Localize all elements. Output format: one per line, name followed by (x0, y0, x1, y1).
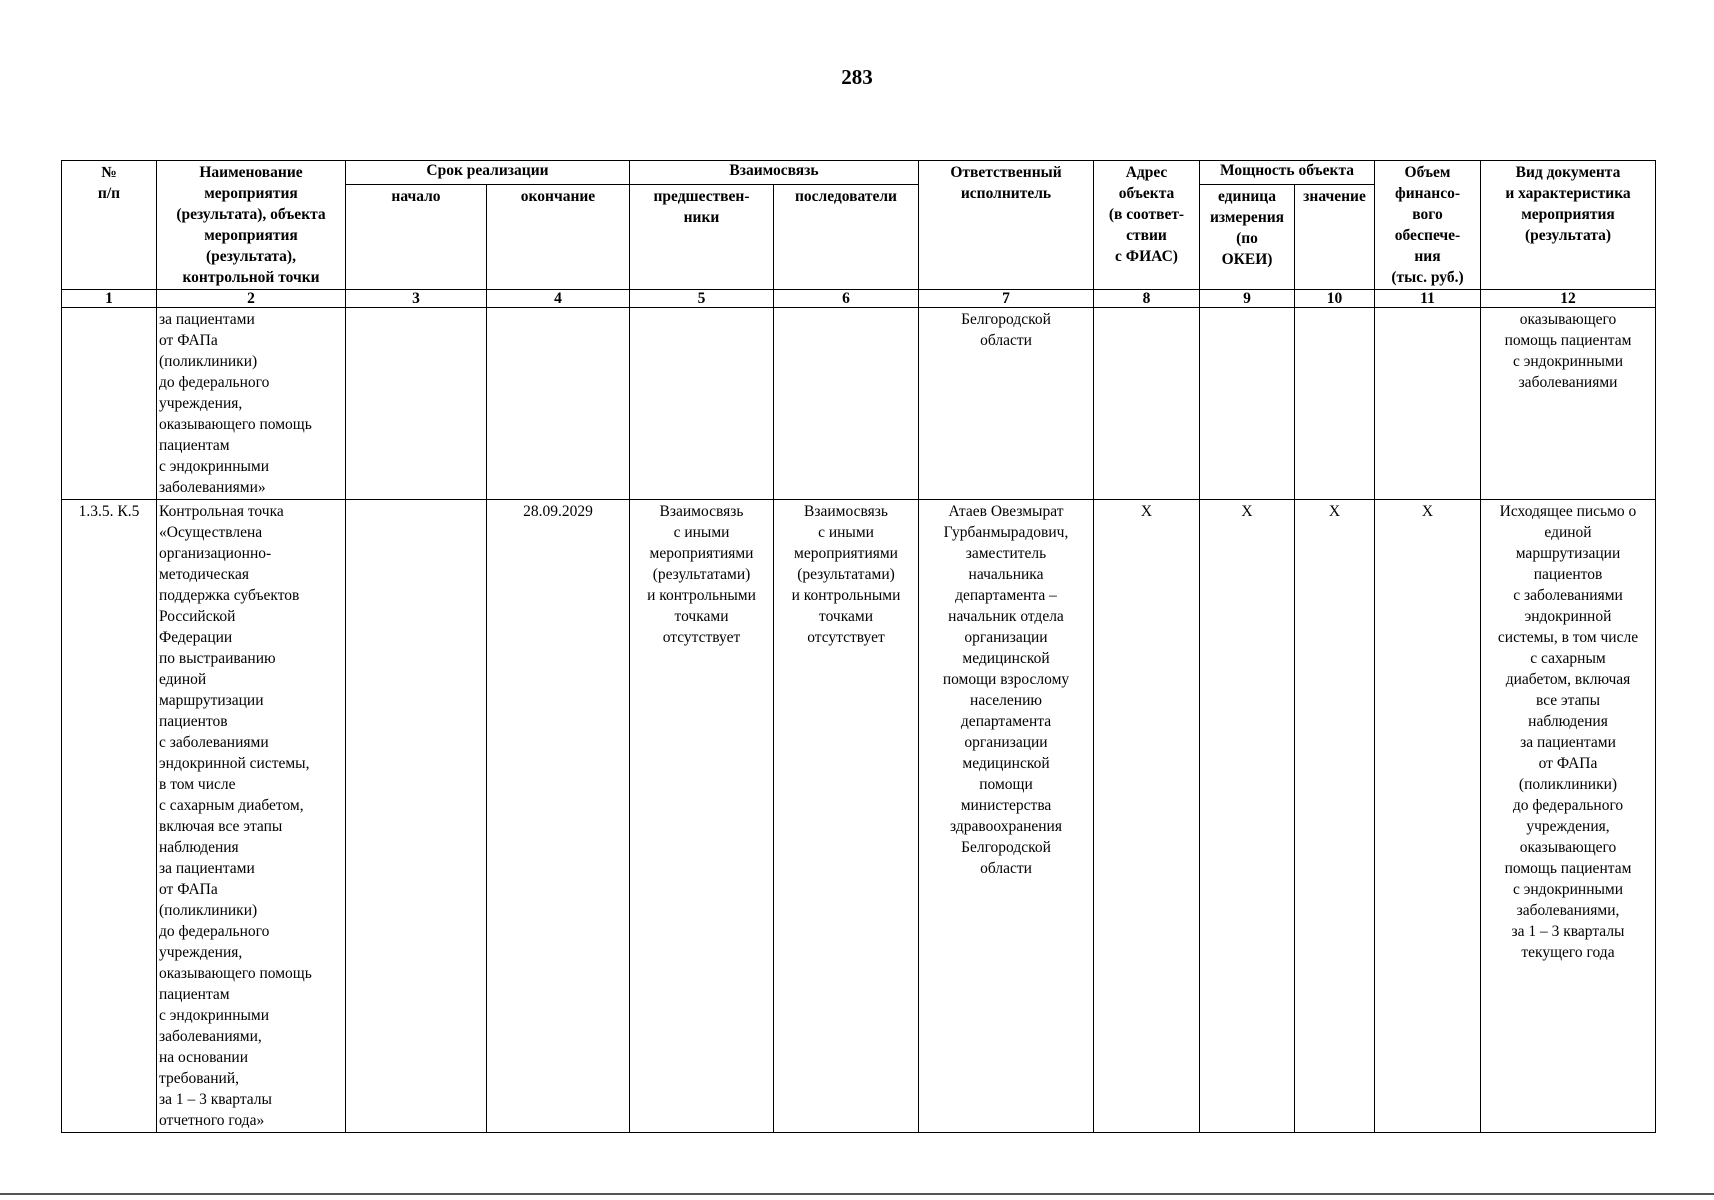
column-number: 6 (774, 290, 919, 308)
cell-value: X (1295, 500, 1375, 1133)
column-number: 12 (1481, 290, 1656, 308)
column-number: 10 (1295, 290, 1375, 308)
header-unit: единица измерения (по ОКЕИ) (1200, 185, 1295, 290)
column-number: 9 (1200, 290, 1295, 308)
cell-finance (1375, 308, 1481, 500)
column-number: 5 (630, 290, 774, 308)
cell-predecessors (630, 308, 774, 500)
header-document: Вид документа и характеристика мероприятия (результата) (1481, 161, 1656, 290)
cell-number (62, 308, 157, 500)
cell-finance: X (1375, 500, 1481, 1133)
cell-number: 1.3.5. К.5 (62, 500, 157, 1133)
cell-successors (774, 308, 919, 500)
cell-document: Исходящее письмо о единой маршрутизации пациентов с заболеваниями эндокринной системы, в том числе с сахарным диабетом, включая все этапы наблюдения за пациентами от ФАПа (поликлиники) до федерального учреждения, оказывающего помощь пациентам с эндокринными заболеваниями, за 1 – 3 кварталы текущего года (1481, 500, 1656, 1133)
cell-unit (1200, 308, 1295, 500)
column-number-row (62, 290, 1656, 308)
header-end: окончание (487, 185, 630, 290)
cell-responsible: Атаев Овезмырат Гурбанмырадович, заместитель начальника департамента – начальник отдела организации медицинской помощи взрослому населению департамента организации медицинской помощи министерства здравоохранения Белгородской области (919, 500, 1094, 1133)
cell-document: оказывающего помощь пациентам с эндокринными заболеваниями (1481, 308, 1656, 500)
header-responsible: Ответственный исполнитель (919, 161, 1094, 290)
header-relations-group: Взаимосвязь (630, 161, 919, 185)
column-number: 7 (919, 290, 1094, 308)
table-row (62, 500, 1656, 1133)
header-capacity-group: Мощность объекта (1200, 161, 1375, 185)
cell-unit: X (1200, 500, 1295, 1133)
header-name: Наименование мероприятия (результата), объекта мероприятия (результата), контрольной точки (157, 161, 346, 290)
column-number: 8 (1094, 290, 1200, 308)
cell-start (346, 500, 487, 1133)
cell-address: X (1094, 500, 1200, 1133)
column-number: 11 (1375, 290, 1481, 308)
header-start: начало (346, 185, 487, 290)
cell-predecessors: Взаимосвязь с иными мероприятиями (результатами) и контрольными точками отсутствует (630, 500, 774, 1133)
column-number: 2 (157, 290, 346, 308)
plan-table (61, 160, 1656, 1133)
cell-name: Контрольная точка «Осуществлена организационно- методическая поддержка субъектов Российской Федерации по выстраиванию единой маршрутизации пациентов с заболеваниями эндокринной системы, в том числе с сахарным диабетом, включая все этапы наблюдения за пациентами от ФАПа (поликлиники) до федерального учреждения, оказывающего помощь пациентам с эндокринными заболеваниями, на основании требований, за 1 – 3 кварталы отчетного года» (157, 500, 346, 1133)
header-predecessors: предшествен- ники (630, 185, 774, 290)
cell-end: 28.09.2029 (487, 500, 630, 1133)
header-timeline-group: Срок реализации (346, 161, 630, 185)
cell-end (487, 308, 630, 500)
cell-responsible: Белгородской области (919, 308, 1094, 500)
column-number: 4 (487, 290, 630, 308)
header-value: значение (1295, 185, 1375, 290)
column-number: 1 (62, 290, 157, 308)
column-number: 3 (346, 290, 487, 308)
cell-address (1094, 308, 1200, 500)
header-finance: Объем финансо- вого обеспече- ния (тыс. руб.) (1375, 161, 1481, 290)
cell-successors: Взаимосвязь с иными мероприятиями (результатами) и контрольными точками отсутствует (774, 500, 919, 1133)
header-address: Адрес объекта (в соответ- ствии с ФИАС) (1094, 161, 1200, 290)
table-row (62, 308, 1656, 500)
scan-edge-line (0, 1193, 1714, 1195)
header-successors: последователи (774, 185, 919, 290)
header-row-top (62, 161, 1656, 185)
cell-start (346, 308, 487, 500)
cell-value (1295, 308, 1375, 500)
cell-name: за пациентами от ФАПа (поликлиники) до федерального учреждения, оказывающего помощь пациентам с эндокринными заболеваниями» (157, 308, 346, 500)
page-number: 283 (841, 65, 873, 89)
header-number: № п/п (62, 161, 157, 290)
